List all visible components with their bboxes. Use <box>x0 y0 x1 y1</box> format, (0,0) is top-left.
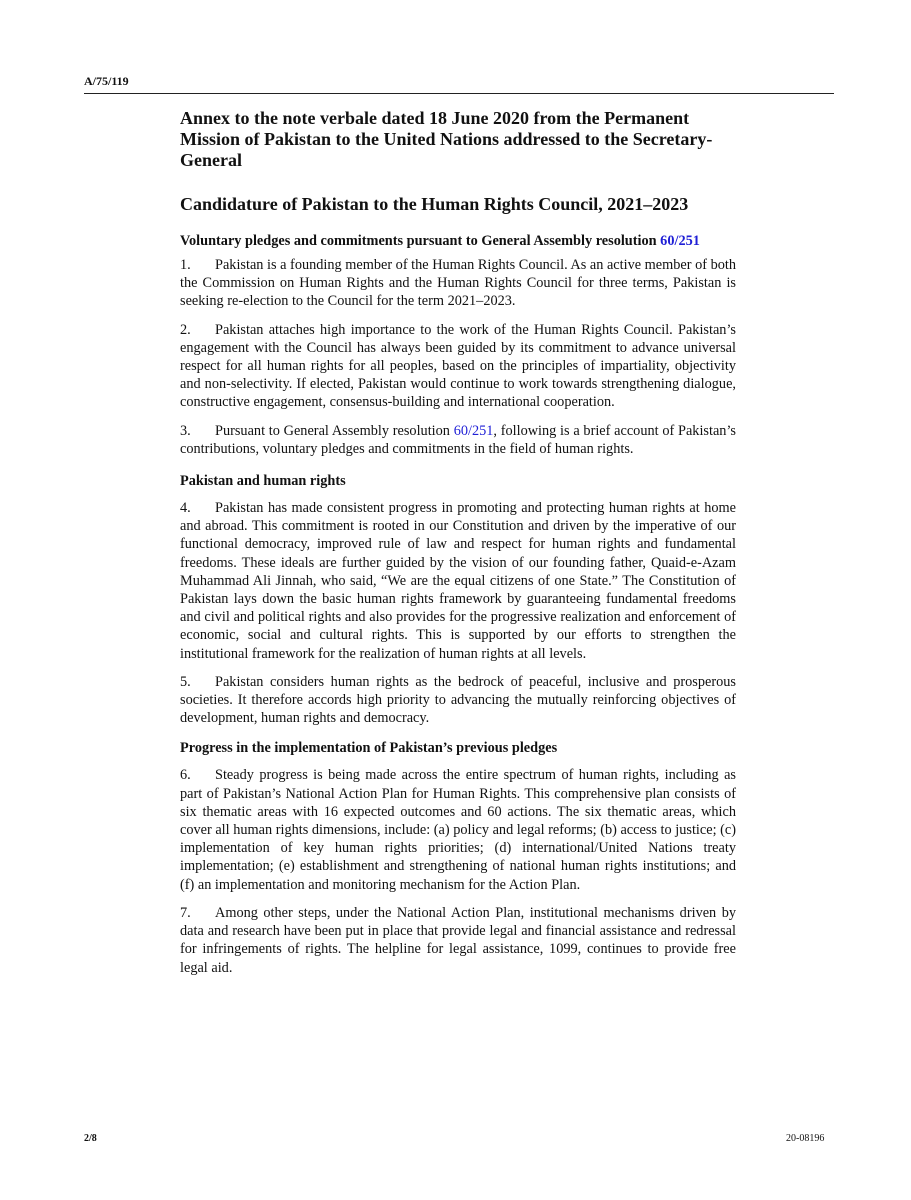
paragraph-7 <box>180 904 736 977</box>
annex-title: Annex to the note verbale dated 18 June 2020 from the Permanent Mission of Pakistan to the United Nations addressed to the Secretary-General <box>180 108 713 170</box>
paragraph-4 <box>180 499 736 663</box>
paragraph-number: 6. <box>180 767 191 784</box>
section-heading-progress: Progress in the implementation of Pakistan’s previous pledges <box>180 740 558 757</box>
page-number: 2/8 <box>84 1133 97 1144</box>
paragraph-text: Among other steps, under the National Action Plan, institutional mechanisms driven by data and research have been put in place that provide legal and financial assistance and redressal for infringements of rights. The helpline for legal assistance, 1099, continues to provide free legal aid. <box>180 904 736 976</box>
paragraph-text: Pursuant to General Assembly resolution <box>215 422 454 439</box>
paragraph-text: , following is a brief account of Pakistan’s contributions, voluntary pledges and commitments in the field of human rights. <box>180 422 736 457</box>
section-heading-pledges-text: Voluntary pledges and commitments pursuant to General Assembly resolution <box>180 233 661 249</box>
paragraph-number: 4. <box>180 500 191 517</box>
document-symbol: A/75/119 <box>84 74 129 88</box>
paragraph-1 <box>180 256 736 311</box>
paragraph-3 <box>180 422 736 458</box>
paragraph-5 <box>180 673 736 728</box>
document-body <box>180 108 736 987</box>
section-heading-pakistan-human-rights: Pakistan and human rights <box>180 473 346 490</box>
section-heading-pledges <box>180 232 736 250</box>
paragraph-text: Pakistan has made consistent progress in promoting and protecting human rights at home and abroad. This commitment is rooted in our Constitution and driven by the imperative of our functional democracy, improved rule of law and respect for human rights and fundamental freedoms. These ideals are further guided by the vision of our founding father, Quaid-e-Azam Muhammad Ali Jinnah, who said, “We are the equal citizens of one State.” The Constitution of Pakistan lays down the basic human rights framework by guaranteeing fundamental freedoms and civil and political rights and also provides for the progressive realization and enforcement of economic, social and cultural rights. This is supported by our efforts to strengthen the institutional framework for the realization of human rights at all levels. <box>180 500 736 662</box>
paragraph-number: 3. <box>180 422 191 439</box>
paragraph-text: Steady progress is being made across the entire spectrum of human rights, including as part of Pakistan’s National Action Plan for Human Rights. This comprehensive plan consists of six thematic areas with 16 expected outcomes and 60 actions. The six thematic areas, which cover all human rights dimensions, include: (a) policy and legal reforms; (b) access to justice; (c) implementation of key human rights priorities; (d) international/United Nations treaty implementation; (e) establishment and strengthening of national human rights institutions; and (f) an implementation and monitoring mechanism for the Action Plan. <box>180 767 736 893</box>
paragraph-6 <box>180 766 736 893</box>
document-number: 20-08196 <box>786 1133 825 1144</box>
candidature-title: Candidature of Pakistan to the Human Rights Council, 2021–2023 <box>180 194 689 214</box>
paragraph-text: Pakistan attaches high importance to the work of the Human Rights Council. Pakistan’s engagement with the Council has always been guided by its commitment to advance universal respect for all human rights for all peoples, based on the principles of impartiality, objectivity and non-selectivity. If elected, Pakistan would continue to work towards strengthening dialogue, constructive engagement, consensus-building and international cooperation. <box>180 321 736 411</box>
resolution-link[interactable]: 60/251 <box>660 233 700 249</box>
paragraph-text: Pakistan is a founding member of the Human Rights Council. As an active member of both the Commission on Human Rights and the Human Rights Council for three terms, Pakistan is seeking re-election to the Council for the term 2021–2023. <box>180 257 736 310</box>
paragraph-number: 7. <box>180 904 191 921</box>
paragraph-number: 1. <box>180 257 191 273</box>
paragraph-text: Pakistan considers human rights as the bedrock of peaceful, inclusive and prosperous societies. It therefore accords high priority to advancing the mutually reinforcing objectives of development, human rights and democracy. <box>180 673 736 727</box>
resolution-link[interactable]: 60/251 <box>453 422 494 439</box>
paragraph-number: 2. <box>180 321 191 338</box>
paragraph-2 <box>180 321 736 412</box>
header-rule <box>84 93 834 94</box>
paragraph-number: 5. <box>180 673 191 690</box>
